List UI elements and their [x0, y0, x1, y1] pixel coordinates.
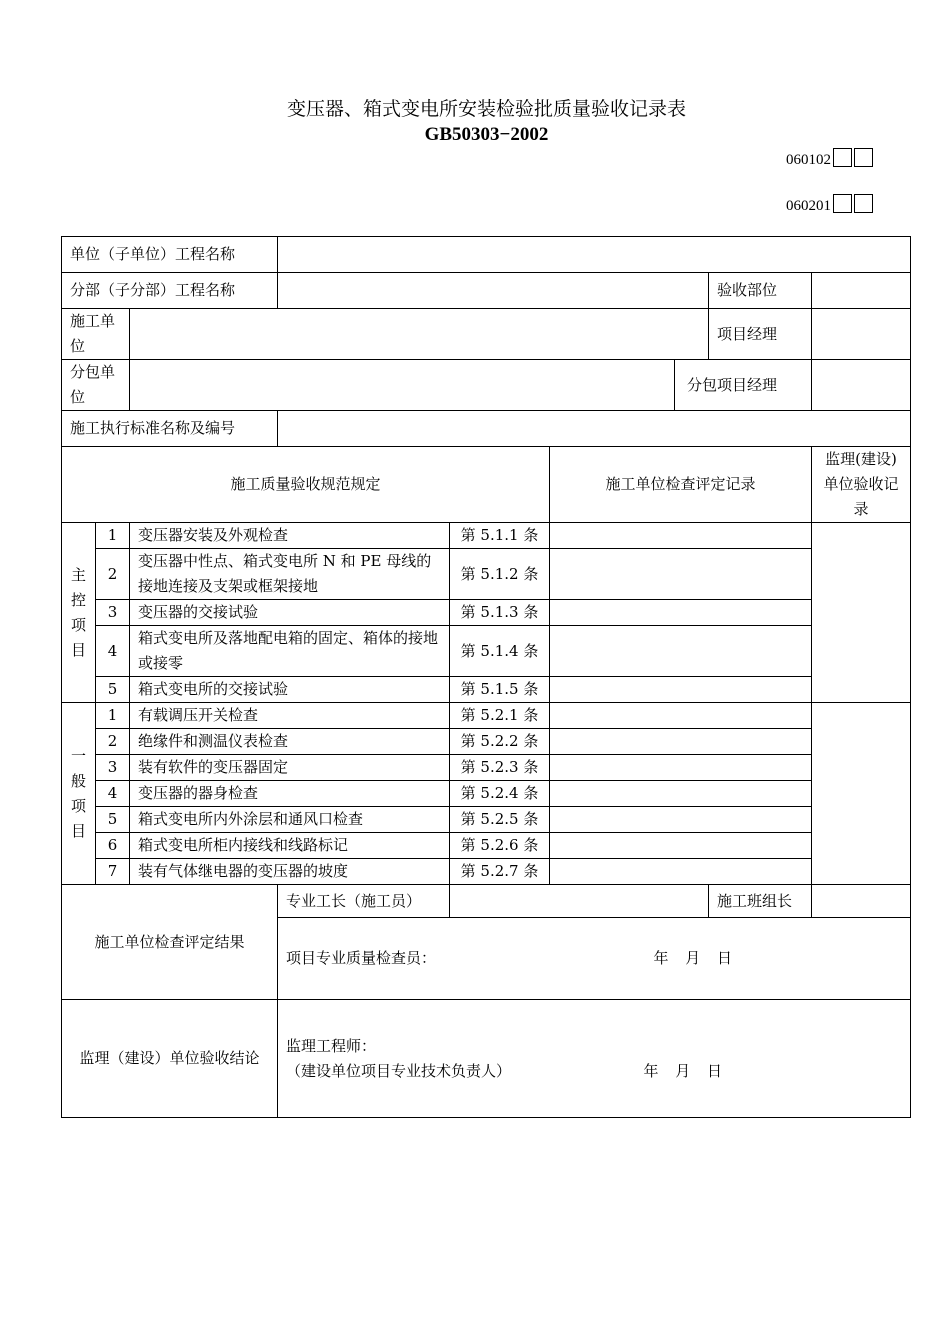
item-no: 2: [96, 549, 130, 600]
item-no: 5: [96, 677, 130, 703]
general-items-label: 一般项目: [62, 703, 96, 885]
standard-code: GB50303−2002: [424, 124, 549, 145]
item-check-record[interactable]: [550, 859, 812, 885]
item-desc: 有载调压开关检查: [130, 703, 450, 729]
result-date: 年 月 日: [653, 949, 733, 967]
item-clause: 第 5.2.1 条: [450, 703, 550, 729]
item-desc: 变压器的交接试验: [130, 600, 450, 626]
label-subcontract-unit: 分包单位: [62, 360, 130, 411]
conclusion-signoff[interactable]: [278, 1000, 911, 1118]
item-check-record[interactable]: [550, 523, 812, 549]
item-clause: 第 5.2.5 条: [450, 807, 550, 833]
item-check-record[interactable]: [550, 781, 812, 807]
label-supervising-engineer: 监理工程师：: [286, 1036, 377, 1055]
item-no: 7: [96, 859, 130, 885]
label-team-leader: 施工班组长: [709, 885, 812, 918]
item-no: 3: [96, 755, 130, 781]
field-sub-project[interactable]: [278, 273, 709, 309]
item-no: 4: [96, 781, 130, 807]
conclusion-label: 监理（建设）单位验收结论: [62, 1000, 278, 1118]
field-team-leader[interactable]: [812, 885, 911, 918]
label-standard-name: 施工执行标准名称及编号: [62, 411, 278, 447]
field-acceptance-part[interactable]: [812, 273, 911, 309]
field-standard-name[interactable]: [278, 411, 911, 447]
general-items-supervisor-record[interactable]: [812, 703, 911, 885]
label-foreman: 专业工长（施工员）: [278, 885, 450, 918]
item-check-record[interactable]: [550, 677, 812, 703]
item-desc: 箱式变电所及落地配电箱的固定、箱体的接地或接零: [130, 626, 450, 677]
field-subcontract-manager[interactable]: [812, 360, 911, 411]
form-code-2-text: 060201: [786, 198, 831, 214]
item-desc: 变压器的器身检查: [130, 781, 450, 807]
label-sub-project: 分部（子分部）工程名称: [62, 273, 278, 309]
label-subcontract-manager: 分包项目经理: [675, 360, 812, 411]
item-check-record[interactable]: [550, 807, 812, 833]
item-clause: 第 5.1.5 条: [450, 677, 550, 703]
label-quality-inspector: 项目专业质量检查员：: [286, 949, 437, 967]
code-box[interactable]: [854, 148, 873, 167]
label-owner-representative: （建设单位项目专业技术负责人）: [286, 1061, 512, 1080]
item-desc: 绝缘件和测温仪表检查: [130, 729, 450, 755]
item-no: 1: [96, 523, 130, 549]
field-project-manager[interactable]: [812, 309, 911, 360]
item-check-record[interactable]: [550, 600, 812, 626]
label-acceptance-part: 验收部位: [709, 273, 812, 309]
item-clause: 第 5.2.4 条: [450, 781, 550, 807]
item-desc: 变压器安装及外观检查: [130, 523, 450, 549]
item-clause: 第 5.1.4 条: [450, 626, 550, 677]
code-box[interactable]: [833, 148, 852, 167]
form-code-2: [786, 194, 873, 216]
item-desc: 箱式变电所内外涂层和通风口检查: [130, 807, 450, 833]
header-check-record: 施工单位检查评定记录: [550, 447, 812, 523]
item-clause: 第 5.1.1 条: [450, 523, 550, 549]
code-box[interactable]: [854, 194, 873, 213]
item-clause: 第 5.2.7 条: [450, 859, 550, 885]
item-clause: 第 5.1.3 条: [450, 600, 550, 626]
item-no: 4: [96, 626, 130, 677]
field-foreman[interactable]: [450, 885, 709, 918]
item-check-record[interactable]: [550, 755, 812, 781]
item-desc: 变压器中性点、箱式变电所 N 和 PE 母线的接地连接及支架或框架接地: [130, 549, 450, 600]
item-clause: 第 5.1.2 条: [450, 549, 550, 600]
item-check-record[interactable]: [550, 703, 812, 729]
label-unit-project: 单位（子单位）工程名称: [62, 237, 278, 273]
result-signoff[interactable]: [278, 918, 911, 1000]
form-code-1-text: 060102: [786, 152, 831, 168]
field-construction-unit[interactable]: [130, 309, 709, 360]
item-no: 3: [96, 600, 130, 626]
item-desc: 箱式变电所的交接试验: [130, 677, 450, 703]
item-no: 5: [96, 807, 130, 833]
header-supervisor: 监理(建设)单位验收记录: [812, 447, 911, 523]
item-check-record[interactable]: [550, 729, 812, 755]
conclusion-date: 年 月 日: [643, 1061, 723, 1080]
item-check-record[interactable]: [550, 549, 812, 600]
item-desc: 箱式变电所柜内接线和线路标记: [130, 833, 450, 859]
header-spec: 施工质量验收规范规定: [62, 447, 550, 523]
item-desc: 装有气体继电器的变压器的坡度: [130, 859, 450, 885]
label-construction-unit: 施工单位: [62, 309, 130, 360]
item-clause: 第 5.2.3 条: [450, 755, 550, 781]
page-title: 变压器、箱式变电所安装检验批质量验收记录表: [286, 98, 686, 120]
inspection-form-table: [61, 236, 911, 1118]
field-subcontract-unit[interactable]: [130, 360, 675, 411]
main-items-label: 主控项目: [62, 523, 96, 703]
label-project-manager: 项目经理: [709, 309, 812, 360]
form-code-1: [786, 148, 873, 170]
field-unit-project[interactable]: [278, 237, 911, 273]
item-no: 6: [96, 833, 130, 859]
item-no: 2: [96, 729, 130, 755]
item-check-record[interactable]: [550, 626, 812, 677]
item-desc: 装有软件的变压器固定: [130, 755, 450, 781]
code-box[interactable]: [833, 194, 852, 213]
item-clause: 第 5.2.6 条: [450, 833, 550, 859]
item-clause: 第 5.2.2 条: [450, 729, 550, 755]
item-check-record[interactable]: [550, 833, 812, 859]
result-label: 施工单位检查评定结果: [62, 885, 278, 1000]
main-items-supervisor-record[interactable]: [812, 523, 911, 703]
item-no: 1: [96, 703, 130, 729]
